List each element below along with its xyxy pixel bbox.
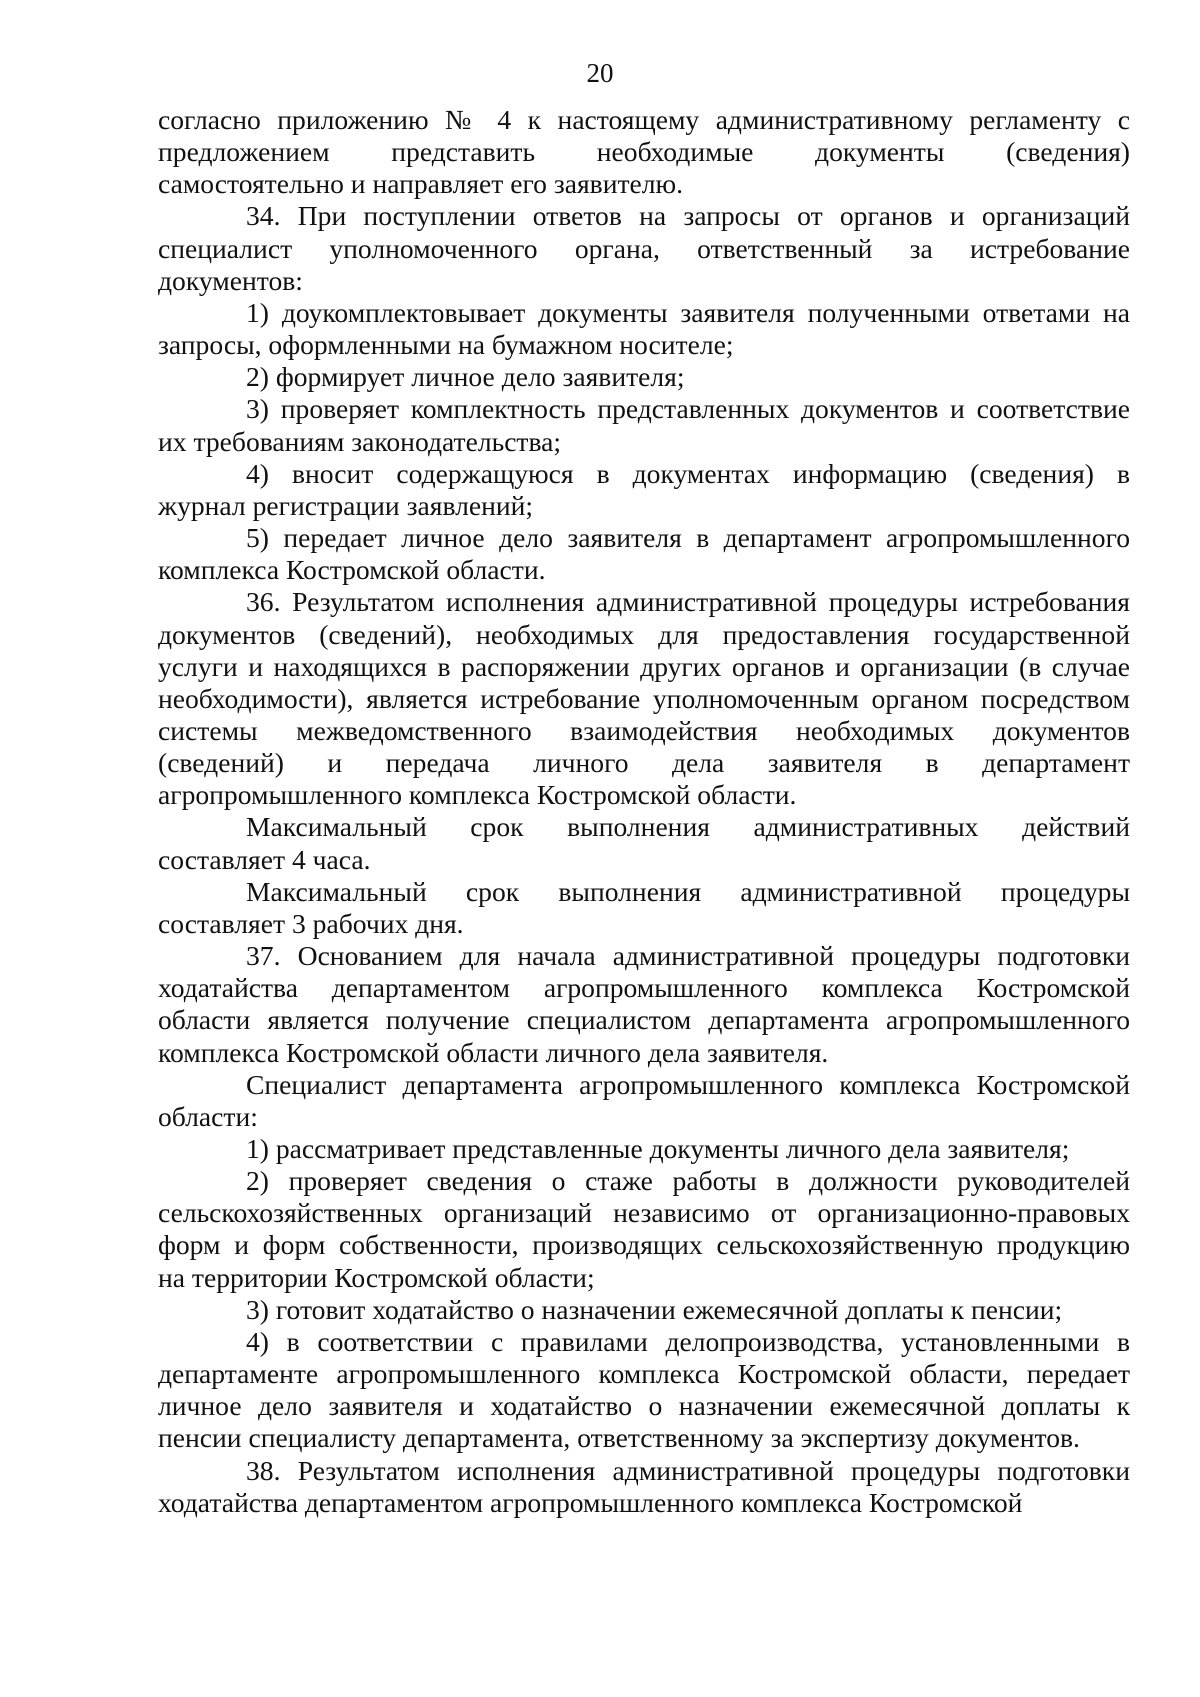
text-line: личное дело заявителя и ходатайство о назначении ежемесячной доплаты к (158, 1390, 1130, 1422)
paragraph (158, 1069, 1130, 1133)
text-line: комплекса Костромской области. (158, 554, 546, 586)
text-line: их требованиям законодательства; (158, 425, 562, 457)
text-line: 2) формирует личное дело заявителя; (246, 361, 685, 393)
text-line: 4) вносит содержащуюся в документах информацию (сведения) в (246, 457, 1130, 489)
paragraph (158, 1165, 1130, 1294)
text-line: пенсии специалисту департамента, ответственному за экспертизу документов. (158, 1422, 1080, 1454)
paragraph (158, 522, 1130, 586)
text-line: Специалист департамента агропромышленного комплекса Костромской (246, 1068, 1130, 1100)
paragraph (158, 811, 1130, 875)
text-line: согласно приложению № 4 к настоящему административному регламенту с (158, 104, 1130, 135)
page-number: 20 (586, 58, 614, 88)
text-line: 37. Основанием для начала административной процедуры подготовки (246, 940, 1130, 972)
paragraph (158, 104, 1130, 200)
paragraph (158, 1326, 1130, 1455)
document-body (158, 104, 1130, 1519)
text-line: департаменте агропромышленного комплекса Костромской области, передает (158, 1358, 1130, 1390)
text-line: услуги и находящихся в распоряжении других органов и организации (в случае (158, 650, 1130, 682)
text-line: сельскохозяйственных организаций независимо от организационно-правовых (158, 1197, 1130, 1229)
text-line: необходимости), является истребование уполномоченным органом посредством (158, 682, 1130, 714)
paragraph (158, 1133, 1130, 1165)
text-line: на территории Костромской области; (158, 1261, 595, 1293)
text-line: области: (158, 1100, 258, 1132)
text-line: составляет 3 рабочих дня. (158, 907, 464, 939)
text-line: запросы, оформленными на бумажном носителе; (158, 329, 734, 361)
text-line: 38. Результатом исполнения административной процедуры подготовки (246, 1454, 1130, 1486)
text-line: предложением представить необходимые документы (сведения) (158, 136, 1130, 168)
paragraph (158, 393, 1130, 457)
text-line: 2) проверяет сведения о стаже работы в должности руководителей (246, 1165, 1130, 1197)
paragraph (158, 876, 1130, 940)
paragraph (158, 1455, 1130, 1519)
text-line: 1) доукомплектовывает документы заявителя полученными ответами на (246, 296, 1130, 328)
text-line: 5) передает личное дело заявителя в департамент агропромышленного (246, 522, 1130, 554)
text-line: составляет 4 часа. (158, 843, 371, 875)
text-line: 3) проверяет комплектность представленных документов и соответствие (246, 393, 1130, 425)
text-line: самостоятельно и направляет его заявителю. (158, 168, 684, 200)
text-line: документов: (158, 264, 303, 296)
text-line: комплекса Костромской области личного дела заявителя. (158, 1036, 829, 1068)
text-line: Максимальный срок выполнения административной процедуры (246, 875, 1130, 907)
text-line: ходатайства департаментом агропромышленного комплекса Костромской (158, 1486, 1023, 1518)
text-line: 4) в соответствии с правилами делопроизводства, установленными в (246, 1325, 1130, 1357)
text-line: агропромышленного комплекса Костромской области. (158, 779, 797, 811)
text-line: Максимальный срок выполнения административных действий (246, 811, 1130, 843)
text-line: журнал регистрации заявлений; (158, 489, 534, 521)
text-line: форм и форм собственности, производящих сельскохозяйственную продукцию (158, 1229, 1130, 1261)
paragraph (158, 586, 1130, 811)
text-line: 34. При поступлении ответов на запросы от органов и организаций (246, 200, 1130, 232)
paragraph (158, 200, 1130, 296)
text-line: документов (сведений), необходимых для предоставления государственной (158, 618, 1130, 650)
text-line: области является получение специалистом департамента агропромышленного (158, 1004, 1130, 1036)
text-line: ходатайства департаментом агропромышленного комплекса Костромской (158, 972, 1130, 1004)
text-line: 3) готовит ходатайство о назначении ежемесячной доплаты к пенсии; (246, 1293, 1063, 1325)
text-line: системы межведомственного взаимодействия необходимых документов (158, 714, 1130, 746)
text-line: 1) рассматривает представленные документы личного дела заявителя; (246, 1133, 1070, 1164)
text-line: специалист уполномоченного органа, ответственный за истребование (158, 232, 1130, 264)
text-line: 36. Результатом исполнения административной процедуры истребования (246, 586, 1130, 618)
paragraph (158, 361, 1130, 393)
text-line: (сведений) и передача личного дела заявителя в департамент (158, 747, 1130, 779)
paragraph (158, 940, 1130, 1069)
paragraph (158, 458, 1130, 522)
paragraph (158, 1294, 1130, 1326)
paragraph (158, 297, 1130, 361)
